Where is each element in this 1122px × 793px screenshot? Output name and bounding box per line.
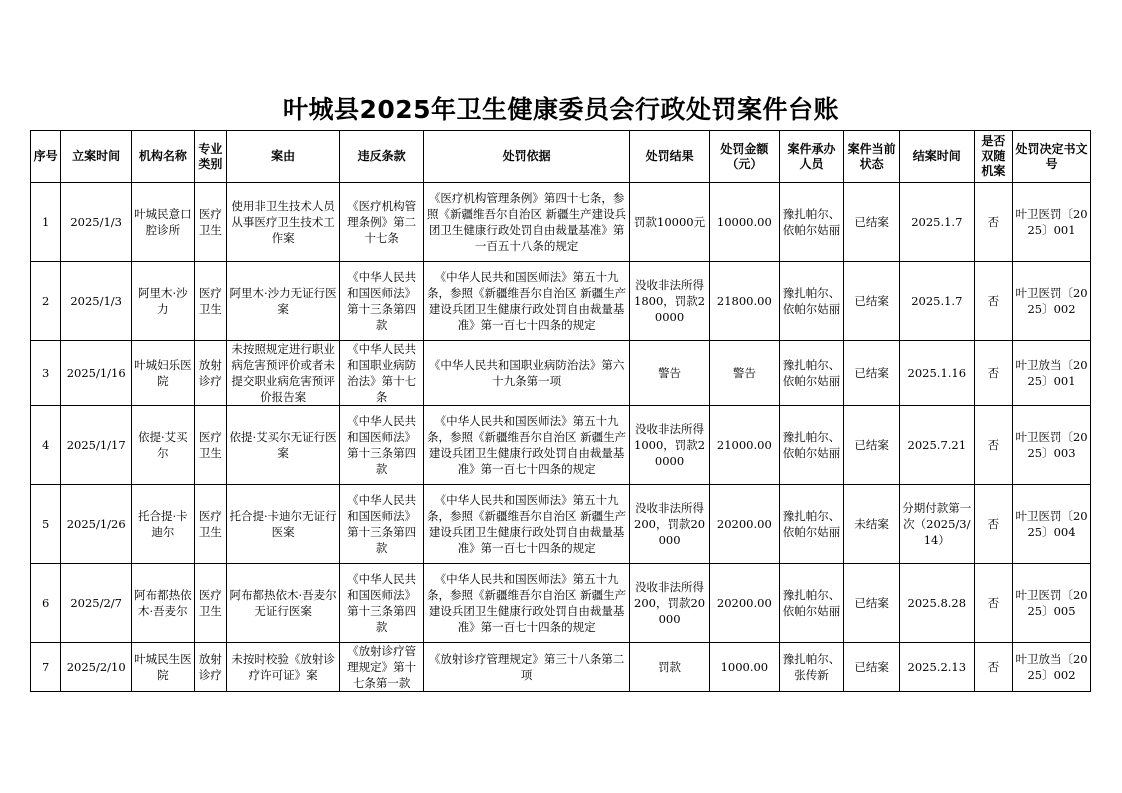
cell-basis: 《中华人民共和国医师法》第五十九条，参照《新疆维吾尔自治区 新疆生产建设兵团卫生健康行政处罚自由裁量基准》第一百七十四条的规定 [424, 262, 630, 341]
cell-random: 否 [974, 485, 1012, 564]
table-row [31, 341, 1091, 406]
cell-date: 2025/1/3 [61, 183, 132, 262]
cell-org: 叶城妇乐医院 [132, 341, 195, 406]
cell-random: 否 [974, 406, 1012, 485]
cell-result: 没收非法所得1800，罚款20000 [630, 262, 710, 341]
cell-doc: 叶卫医罚〔2025〕002 [1013, 262, 1091, 341]
cell-staff: 豫扎帕尔、张传新 [779, 643, 844, 692]
cell-category: 医疗卫生 [194, 485, 226, 564]
cell-basis: 《中华人民共和国医师法》第五十九条，参照《新疆维吾尔自治区 新疆生产建设兵团卫生健康行政处罚自由裁量基准》第一百七十四条的规定 [424, 406, 630, 485]
cell-cause: 未按照规定进行职业病危害预评价或者未提交职业病危害预评价报告案 [227, 341, 340, 406]
cell-cause: 未按时校验《放射诊疗许可证》案 [227, 643, 340, 692]
table-row [31, 564, 1091, 643]
cell-amount: 警告 [709, 341, 779, 406]
cell-status: 已结案 [844, 643, 900, 692]
cell-closed: 2025.1.7 [899, 262, 974, 341]
header-closed: 结案时间 [899, 131, 974, 183]
cell-basis: 《医疗机构管理条例》第四十七条，参照《新疆维吾尔自治区 新疆生产建设兵团卫生健康行政处罚自由裁量基准》第一百五十八条的规定 [424, 183, 630, 262]
cell-org: 阿布都热依木·吾麦尔 [132, 564, 195, 643]
cell-no: 4 [31, 406, 61, 485]
cell-staff: 豫扎帕尔、依帕尔姑丽 [779, 183, 844, 262]
cell-staff: 豫扎帕尔、依帕尔姑丽 [779, 262, 844, 341]
cell-cause: 阿里木·沙力无证行医案 [227, 262, 340, 341]
cell-category: 医疗卫生 [194, 262, 226, 341]
table-row [31, 485, 1091, 564]
cell-amount: 21800.00 [709, 262, 779, 341]
cell-cause: 依提·艾买尔无证行医案 [227, 406, 340, 485]
cell-result: 没收非法所得200，罚款20000 [630, 564, 710, 643]
cell-status: 已结案 [844, 564, 900, 643]
cell-doc: 叶卫医罚〔2025〕004 [1013, 485, 1091, 564]
cell-amount: 21000.00 [709, 406, 779, 485]
cell-staff: 豫扎帕尔、依帕尔姑丽 [779, 341, 844, 406]
cell-basis: 《中华人民共和国医师法》第五十九条，参照《新疆维吾尔自治区 新疆生产建设兵团卫生健康行政处罚自由裁量基准》第一百七十四条的规定 [424, 485, 630, 564]
cell-random: 否 [974, 564, 1012, 643]
header-amount: 处罚金额（元） [709, 131, 779, 183]
penalty-ledger-table [30, 130, 1091, 692]
cell-result: 没收非法所得1000，罚款20000 [630, 406, 710, 485]
cell-staff: 豫扎帕尔、依帕尔姑丽 [779, 485, 844, 564]
cell-doc: 叶卫医罚〔2025〕005 [1013, 564, 1091, 643]
cell-no: 2 [31, 262, 61, 341]
cell-doc: 叶卫放当〔2025〕001 [1013, 341, 1091, 406]
cell-basis: 《中华人民共和国职业病防治法》第六十九条第一项 [424, 341, 630, 406]
cell-clause: 《医疗机构管理条例》第二十七条 [340, 183, 424, 262]
cell-date: 2025/1/3 [61, 262, 132, 341]
cell-amount: 20200.00 [709, 564, 779, 643]
cell-status: 未结案 [844, 485, 900, 564]
cell-random: 否 [974, 643, 1012, 692]
header-random: 是否双随机案 [974, 131, 1012, 183]
cell-closed: 分期付款第一次（2025/3/14） [899, 485, 974, 564]
cell-result: 没收非法所得200，罚款20000 [630, 485, 710, 564]
cell-org: 依提·艾买尔 [132, 406, 195, 485]
cell-cause: 阿布都热依木·吾麦尔无证行医案 [227, 564, 340, 643]
cell-category: 医疗卫生 [194, 406, 226, 485]
cell-clause: 《中华人民共和国职业病防治法》第十七条 [340, 341, 424, 406]
cell-no: 7 [31, 643, 61, 692]
page-title: 叶城县2025年卫生健康委员会行政处罚案件台账 [282, 95, 840, 124]
cell-random: 否 [974, 341, 1012, 406]
cell-date: 2025/2/10 [61, 643, 132, 692]
cell-date: 2025/1/26 [61, 485, 132, 564]
cell-category: 放射诊疗 [194, 341, 226, 406]
cell-amount: 10000.00 [709, 183, 779, 262]
cell-status: 已结案 [844, 341, 900, 406]
cell-date: 2025/1/16 [61, 341, 132, 406]
cell-date: 2025/1/17 [61, 406, 132, 485]
cell-no: 5 [31, 485, 61, 564]
cell-no: 6 [31, 564, 61, 643]
cell-clause: 《中华人民共和国医师法》第十三条第四款 [340, 262, 424, 341]
cell-basis: 《中华人民共和国医师法》第五十九条，参照《新疆维吾尔自治区 新疆生产建设兵团卫生健康行政处罚自由裁量基准》第一百七十四条的规定 [424, 564, 630, 643]
header-clause: 违反条款 [340, 131, 424, 183]
cell-amount: 1000.00 [709, 643, 779, 692]
table-row [31, 183, 1091, 262]
cell-category: 医疗卫生 [194, 564, 226, 643]
cell-closed: 2025.2.13 [899, 643, 974, 692]
cell-status: 已结案 [844, 262, 900, 341]
header-doc: 处罚决定书文号 [1013, 131, 1091, 183]
cell-cause: 托合提·卡迪尔无证行医案 [227, 485, 340, 564]
cell-no: 3 [31, 341, 61, 406]
cell-closed: 2025.1.7 [899, 183, 974, 262]
cell-org: 托合提·卡迪尔 [132, 485, 195, 564]
cell-random: 否 [974, 262, 1012, 341]
table-row [31, 643, 1091, 692]
cell-closed: 2025.7.21 [899, 406, 974, 485]
cell-random: 否 [974, 183, 1012, 262]
header-row [31, 131, 1091, 183]
cell-status: 已结案 [844, 406, 900, 485]
cell-closed: 2025.1.16 [899, 341, 974, 406]
cell-amount: 20200.00 [709, 485, 779, 564]
table-row [31, 262, 1091, 341]
header-org: 机构名称 [132, 131, 195, 183]
cell-category: 医疗卫生 [194, 183, 226, 262]
header-staff: 案件承办人员 [779, 131, 844, 183]
header-result: 处罚结果 [630, 131, 710, 183]
cell-org: 阿里木·沙力 [132, 262, 195, 341]
cell-staff: 豫扎帕尔、依帕尔姑丽 [779, 406, 844, 485]
table-row [31, 406, 1091, 485]
cell-closed: 2025.8.28 [899, 564, 974, 643]
cell-staff: 豫扎帕尔、依帕尔姑丽 [779, 564, 844, 643]
cell-clause: 《中华人民共和国医师法》第十三条第四款 [340, 485, 424, 564]
cell-org: 叶城民生医院 [132, 643, 195, 692]
cell-category: 放射诊疗 [194, 643, 226, 692]
header-no: 序号 [31, 131, 61, 183]
cell-clause: 《中华人民共和国医师法》第十三条第四款 [340, 406, 424, 485]
cell-doc: 叶卫医罚〔2025〕003 [1013, 406, 1091, 485]
cell-org: 叶城民意口腔诊所 [132, 183, 195, 262]
header-status: 案件当前状态 [844, 131, 900, 183]
cell-clause: 《中华人民共和国医师法》第十三条第四款 [340, 564, 424, 643]
header-cause: 案由 [227, 131, 340, 183]
cell-cause: 使用非卫生技术人员从事医疗卫生技术工作案 [227, 183, 340, 262]
cell-status: 已结案 [844, 183, 900, 262]
cell-result: 罚款10000元 [630, 183, 710, 262]
header-category: 专业类别 [194, 131, 226, 183]
header-date: 立案时间 [61, 131, 132, 183]
cell-doc: 叶卫放当〔2025〕002 [1013, 643, 1091, 692]
header-basis: 处罚依据 [424, 131, 630, 183]
cell-doc: 叶卫医罚〔2025〕001 [1013, 183, 1091, 262]
cell-basis: 《放射诊疗管理规定》第三十八条第二项 [424, 643, 630, 692]
cell-no: 1 [31, 183, 61, 262]
cell-clause: 《放射诊疗管理规定》第十七条第一款 [340, 643, 424, 692]
cell-result: 罚款 [630, 643, 710, 692]
cell-result: 警告 [630, 341, 710, 406]
cell-date: 2025/2/7 [61, 564, 132, 643]
